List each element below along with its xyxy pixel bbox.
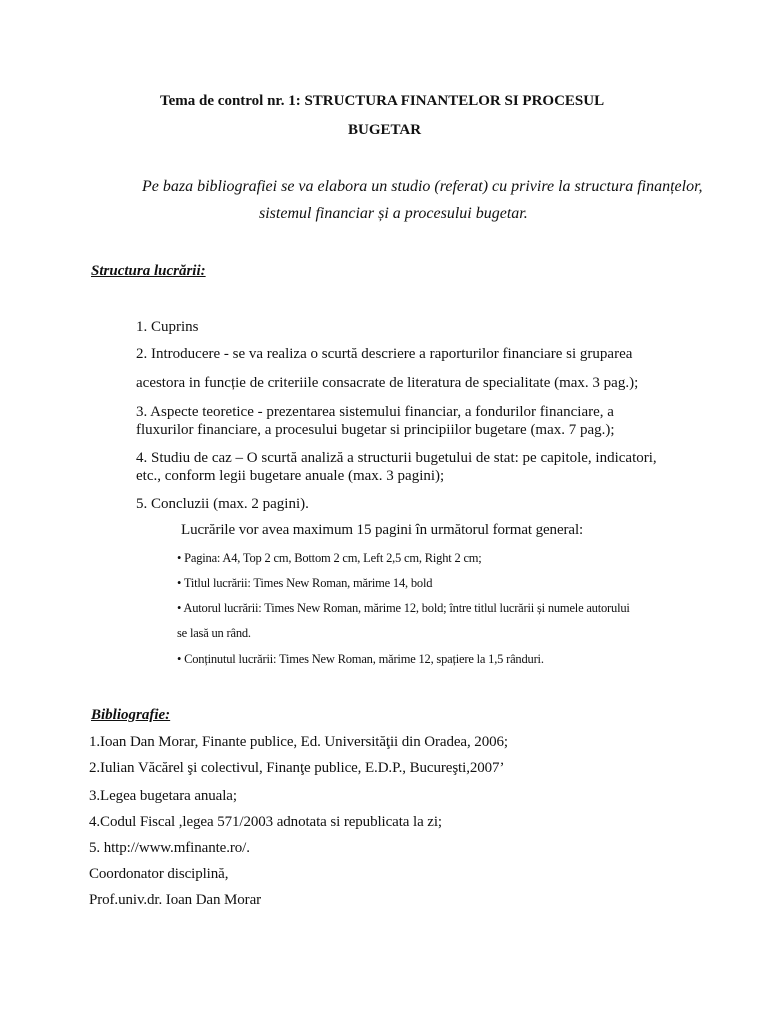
signature-role: Coordonator disciplină, [89,866,229,882]
format-bullet: • Titlul lucrării: Times New Roman, mărime 14, bold [177,576,433,590]
structure-item: fluxurilor financiare, a procesului bugetar si principiilor bugetare (max. 7 pag.); [136,422,615,438]
structure-heading: Structura lucrării: [91,263,206,279]
format-bullet-continuation: se lasă un rând. [177,626,251,640]
structure-item: 1. Cuprins [136,319,199,335]
structure-item: 3. Aspecte teoretice - prezentarea sistemului financiar, a fondurilor financiare, a [136,404,614,420]
structure-item: 2. Introducere - se va realiza o scurtă descriere a raporturilor financiare si gruparea [136,346,633,362]
structure-item: acestora in funcție de criteriile consacrate de literatura de specialitate (max. 3 pag.); [136,375,639,391]
format-lead: Lucrările vor avea maximum 15 pagini în următorul format general: [181,522,584,538]
structure-item: etc., conform legii bugetare anuale (max. 3 pagini); [136,468,445,484]
format-bullet: • Pagina: A4, Top 2 cm, Bottom 2 cm, Left 2,5 cm, Right 2 cm; [177,551,482,565]
signature-name: Prof.univ.dr. Ioan Dan Morar [89,892,262,908]
bibliography-heading: Bibliografie: [91,707,171,723]
structure-item: 5. Concluzii (max. 2 pagini). [136,496,309,512]
title-line-1: Tema de control nr. 1: STRUCTURA FINANTELOR SI PROCESUL [160,93,605,109]
intro-line-2: sistemul financiar și a procesului bugetar. [259,205,528,222]
bibliography-item: 5. http://www.mfinante.ro/. [89,840,250,856]
bibliography-item: 2.Iulian Văcărel şi colectivul, Finanţe publice, E.D.P., Bucureşti,2007’ [89,760,505,776]
format-bullet: • Autorul lucrării: Times New Roman, mărime 12, bold; între titlul lucrării și numele autorului [177,601,630,615]
intro-line-1: Pe baza bibliografiei se va elabora un studio (referat) cu privire la structura finanțelor, [142,178,703,195]
format-bullet: • Conținutul lucrării: Times New Roman, mărime 12, spațiere la 1,5 rânduri. [177,652,544,666]
bibliography-item: 3.Legea bugetara anuala; [89,788,237,804]
title-line-2: BUGETAR [348,122,422,138]
bibliography-item: 1.Ioan Dan Morar, Finante publice, Ed. Universităţii din Oradea, 2006; [89,734,508,750]
structure-item: 4. Studiu de caz – O scurtă analiză a structurii bugetului de stat: pe capitole, indicatori, [136,450,657,466]
bibliography-item: 4.Codul Fiscal ,legea 571/2003 adnotata si republicata la zi; [89,814,442,830]
